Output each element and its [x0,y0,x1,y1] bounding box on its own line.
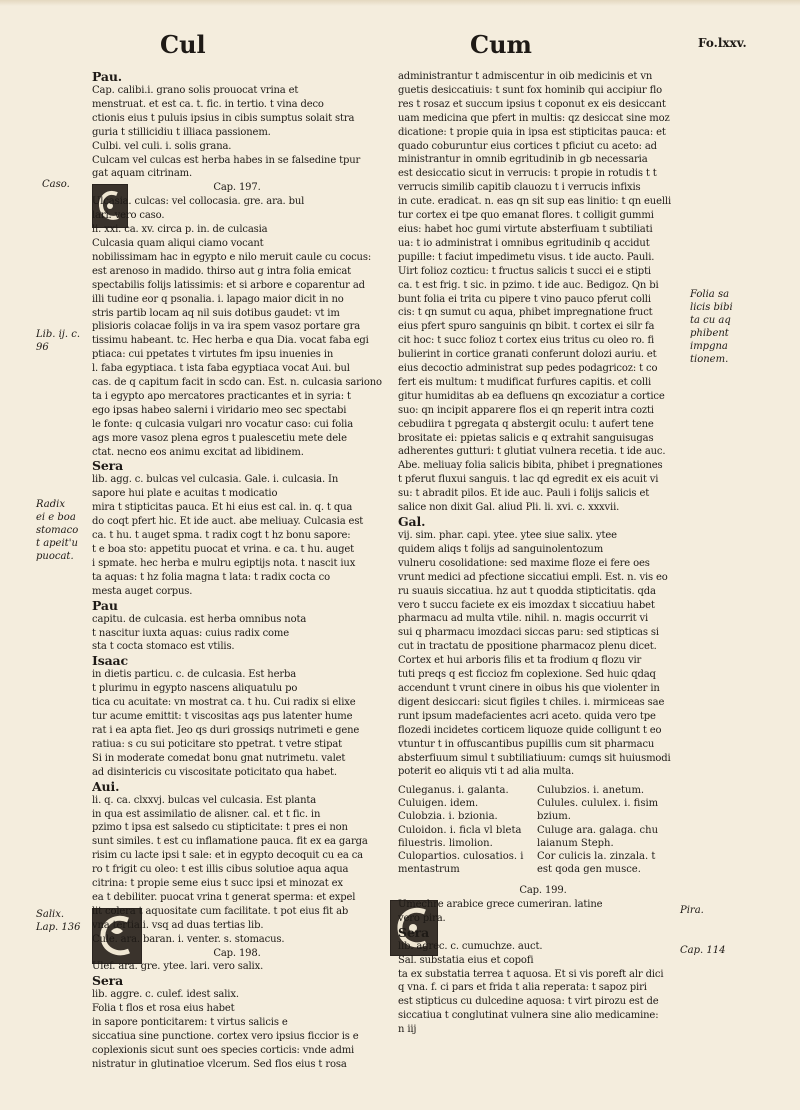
right-column-line: vero t succu faciete ex eis imozdax t siccatiuu habet [398,599,655,611]
synonym-right-entry: est qoda gen musce. [537,864,641,876]
margin-note-radix: Radix ei e boa stomaco t apeit'u puocat. [36,499,79,562]
right-column-line: Abe. meliuay folia salicis bibita, phibet i pregnationes [398,460,663,472]
left-column-line: rat i ea apta fiet. Jeo qs duri grossiqs nutrimeti e gene [92,724,360,736]
right-column-line: cut in tractatu de ppositione pharmacoz plenu dicet. [398,641,657,653]
right-column-line: Uirt folioz cozticu: t fructus salicis t succi ei e stipti [398,265,651,277]
left-column-line: plisioris colacae folijs in va ira spem vasoz portare gra [92,321,361,333]
right-column-line: est desiccatio sicut in verrucis: t propie in rotudis t t [398,168,657,180]
left-column-line: t plurimu in egypto nascens aliquatulu po [92,683,298,695]
right-column-line: eius: habet hoc gumi virtute absterfiuam t subtiliati [398,223,653,235]
right-column-line: res t rosaz et succum ipsius t coponut ex eis desiccant [398,98,666,110]
right-lower-line: ta ex substatia terrea t aquosa. Et si vis poreft alr dici [398,968,664,980]
margin-note-folia: Folia sa licis bibi ta cu aq phibent impgna tionem. [690,289,733,365]
margin-note-salix: Salix. Lap. 136 [36,909,81,933]
synonym-left-entry: filuestris. limolion. [398,837,493,849]
left-column-line: risim cu lacte ipsi t sale: et in egypto decoquit cu ea ca [92,850,363,862]
right-column-line: administrantur t admiscentur in oib medicinis et vn [398,71,653,82]
right-column-line: gitur humiditas ab ea defluens qn excoziatur a cortice [398,390,665,402]
left-column-line: stris partib locam aq nil suis dotibus gaudet: vt im [92,307,340,319]
right-column-line: verrucis similib capitib clauozu t i verrucis infixis [398,182,641,194]
left-column-line: Pau [92,598,118,613]
left-column-line: capitu. de culcasia. est herba omnibus nota [92,613,307,625]
left-column-line: tur acume emittit: t viscositas aqs pus latenter hume [92,711,353,723]
synonym-left-entry: Culopartios. culosatios. i [398,851,524,863]
left-column-line: t e boa sto: appetitu puocat et vrina. e ca. t hu. auget [92,544,355,555]
left-column-line: spectabilis folijs latissimis: et si arbore e coparentur ad [92,279,365,291]
page-edge [0,0,800,6]
synonym-right-entry: Culuge ara. galaga. chu [537,824,659,836]
right-column-line: quado coburuntur eius cortices t pficiut cu aceto: ad [398,140,657,152]
right-column-line: cebudiira t pgregata q abstergit oculu: t aufert tene [398,418,654,430]
left-column-line: Ulcasia. culcas: vel collocasia. gre. ara. bul [92,196,305,208]
margin-note-lib: Lib. ij. c. 96 [36,329,81,353]
right-column-line: vtuntur t in offuscantibus pupillis cum sit pharmacu [398,738,655,750]
left-column-line: mira t stipticitas pauca. Et hi eius est cal. in. q. t qua [92,502,353,514]
left-column-line: pzimo t ipsa est salsedo cu stipticitate: t pres ei non [92,822,348,834]
synonym-left-entry: Culoidon. i. ficla vl bleta [398,824,522,836]
left-column-line: siccatiua sine punctione. cortex vero ipsius ficcior is e [92,1031,359,1043]
right-lower-line: siccatiua t conglutinat vulnera sine alio medicamine: [398,1010,659,1022]
left-column-line: in sapore ponticitarem: t virtus salicis e [92,1017,288,1029]
left-column-line: l. faba egyptiaca. t ista faba egyptiaca vocat Aui. bul [92,363,350,375]
running-head-left: Cul [160,30,206,59]
left-column-line: li. xxi. ca. xv. circa p. in. de culcasia [92,224,268,236]
right-column-text [398,70,688,779]
right-column-line: tuti preqs q est ficcioz fm coplexione. Sed huic qdaq [398,669,656,681]
right-column-line: bulierint in cortice granati conferunt dolozi auriu. et [398,349,657,361]
right-column-line: sui q pharmacu imozdaci siccas paru: sed stipticas si [398,627,659,639]
left-column-line: in qua est assimilatio de alisner. cal. et t fic. in [92,808,321,820]
running-head-center: Cum [470,30,532,59]
left-column-line: nobilissimam hac in egypto e nilo meruit caule cu cocus: [92,251,372,263]
left-column-line: i spmate. hec herba e mulru egiptijs nota. t nascit iux [92,557,356,569]
right-column-line: digent desiccari: sicut figiles t chiles. i. mirmiceas sae [398,696,665,708]
left-column-line: coplexionis sicut sunt oes species corticis: vnde admi [92,1045,355,1056]
right-lower-line: Cap. 199. [519,885,567,896]
right-column-line: guetis desiccatiuis: t sunt fox hominib qui accipiur flo [398,84,663,96]
left-column-line: ta i egypto apo mercatores practicantes et in syria: t [92,390,351,402]
right-column-line: ua: t io administrat i omnibus egritudinib q accidut [398,237,650,249]
right-column-line: ca. t est frig. t sic. in pzimo. t ide auc. Bedigoz. Qn bi [398,279,659,291]
left-column-line: Cule. ara. baran. i. venter. s. stomacus. [92,933,285,945]
right-column-line: salice non dixit Gal. aliud Pli. li. xvi. c. xxxvii. [398,502,620,514]
right-column-line: cis: t qn sumut cu aqua, phibet impregnatione fruct [398,307,653,319]
right-column-line: ru suauis siccatiua. hz aut t quodda stipticitatis. qda [398,585,656,597]
right-column-line: quidem aliqs t folijs ad sanguinolentozum [398,543,604,555]
left-column-line: menstruat. et est ca. t. fic. in tertio. t vina deco [92,98,324,110]
left-column-line: Cap. 198. [213,947,261,959]
left-column-text [92,70,382,1072]
left-column-line: gat aquam citrinam. [92,168,192,180]
margin-note-cap: Cap. 114 [680,945,726,956]
left-column-line: sapore hui plate e acuitas t modicatio [92,488,278,500]
folio-number: Fo.lxxv. [698,36,747,50]
right-column-line: tur cortex ei tpe quo emanat flores. t colligit gummi [398,210,654,222]
right-column-line: vulneru cosolidatione: sed maxime floze ei fere oes [398,557,650,569]
left-column-line: mesta auget corpus. [92,585,193,597]
right-column-line: Cortex et hui arboris filis et ta frodium q flozu vir [398,655,642,667]
synonym-right-entry: Culubzios. i. anetum. [537,785,645,796]
right-column-line: pharmacu ad multa vtile. nihil. n. magis occurrit vi [398,613,649,625]
right-column-line: adherentes gutturi: t glutiat vulnera recetia. t ide auc. [398,446,666,458]
left-column-line: lit colera t aquositate cum facilitate. t pot eius fit ab [92,905,349,917]
left-column-line: Culcam vel culcas est herba habes in se falsedine tpur [92,154,361,166]
right-column-line: in cute. eradicat. n. eas qn sit sup eas linitio: t qn euelli [398,196,671,208]
right-lower-line: q vna. f. ci pars et frida t alia reperata: t sapoz piri [398,982,647,994]
left-column-line: Sera [92,974,124,989]
left-column-line: Cap. calibi.i. grano solis prouocat vrina et [92,85,299,96]
left-column-line: vna tertiali. vsq ad duas tertias lib. [92,919,264,931]
left-column-line: Pau. [92,70,123,84]
right-lower-line: n iij [398,1024,417,1036]
right-column-line: suo: qn incipit apparere flos ei qn reperit intra cozti [398,404,654,416]
left-column-line: citrina: t propie seme eius t succ ipsi et minozat ex [92,878,343,890]
margin-note-pira: Pira. [680,905,704,916]
left-column-line: tissimu habeant. tc. Hec herba e qua Dia. vocat faba egi [92,335,369,347]
left-column-line: ro t frigit cu oleo: t est illis cibus solutioe aqua aqua [92,864,349,876]
left-column-line: ta aquas: t hz folia magna t lata: t radix cocta co [92,571,330,583]
right-column-line: dicatione: t propie quia in ipsa est stipticitas pauca: et [398,126,666,138]
right-column-line: t pferut fluxui sanguis. t lac qd egredit ex eis acuit vi [398,474,659,486]
left-column-line: Ulef. ara. gre. ytee. lari. vero salix. [92,961,264,973]
right-column-line: poterit eo aliquis vti t ad alia multa. [398,766,575,778]
right-column-line: vrunt medici ad pfectione siccatiui empli. Est. n. vis eo [398,571,668,583]
synonym-left-entry: Culuigen. idem. [398,798,479,810]
synonym-left-entry: mentastrum [398,864,460,876]
synonyms-list-right [537,784,687,876]
right-lower-line: vero pira. [398,912,446,924]
right-column-line: flozedi incidetes corticem liquoze quide colligunt t eo [398,724,662,736]
left-column-line: ea t debiliter. puocat vrina t generat sperma: et expel [92,891,356,903]
right-column-line: Gal. [398,515,426,529]
left-column-line: Folia t flos et rosa eius habet [92,1003,235,1015]
left-column-line: Culbi. vel culi. i. solis grana. [92,140,232,152]
right-lower-line: Sal. substatia eius et copofi [398,954,534,966]
left-column-line: Sera [92,459,124,474]
left-column-line: in dietis particu. c. de culcasia. Est herba [92,669,297,681]
left-column-line: cas. de q capitum facit in scdo can. Est. n. culcasia sariono [92,377,382,389]
right-lower-text [398,884,688,1037]
left-column-line: guria t stillicidiu t illiaca passionem. [92,126,271,138]
right-column-line: fert eis multum: t mudificat furfures capitis. et colli [398,376,652,388]
right-lower-line: est stipticus cu dulcedine aquosa: t virt pirozu est de [398,996,659,1008]
left-column-line: Isaac [92,654,128,669]
right-column-line: brositate ei: ppietas salicis e q extrahit sanguisugas [398,432,654,444]
synonym-right-entry: laianum Steph. [537,837,614,849]
left-column-line: ratiua: s cu sui poticitare sto ppetrat. t vetre stipat [92,738,343,750]
left-column-line: nistratur in glutinatioe vlcerum. Sed flos eius t rosa [92,1058,347,1070]
left-column-line: Cap. 197. [213,182,261,194]
left-column-line: ctat. necno eos animu excitat ad libidinem. [92,446,304,458]
right-lower-line: lib. agrec. c. cumuchze. auct. [398,940,543,952]
left-column-line: sta t cocta stomaco est vtilis. [92,641,235,653]
left-column-line: tica cu acuitate: vn mostrat ca. t hu. Cui radix si elixe [92,697,356,709]
left-column-line: le fonte: q culcasia vulgari nro vocatur caso: cui folia [92,418,354,430]
left-column-line: lari. vero caso. [92,210,165,222]
left-column-line: ags more vasoz plena egros t pualescetiu mete dele [92,432,347,444]
right-column-line: absterfiuum simul t subtiliatiuum: cumqs sit huiusmodi [398,752,671,764]
synonym-left-entry: Culobzia. i. bzionia. [398,811,498,823]
left-column-line: est arenoso in madido. thirso aut g intra folia emicat [92,265,352,277]
right-column-line: eius decoctio administrat sup pedes podagricoz: t co [398,363,658,375]
synonym-right-entry: Cor culicis la. zinzala. t [537,851,656,863]
right-lower-line: Sera [398,925,430,940]
right-column-line: cit hoc: t succ folioz t cortex eius tritus cu oleo ro. fi [398,335,655,347]
right-column-line: su: t abradit pilos. Et ide auc. Pauli i folijs salicis et [398,488,650,500]
right-lower-line: Umechre arabice grece cumeriran. latine [398,898,603,910]
left-column-line: Si in moderate comedat bonu gnat nutrimetu. valet [92,752,346,764]
synonym-left-entry: Culeganus. i. galanta. [398,785,509,796]
left-column-line: ad disintericis cu viscositate poticitato qua habet. [92,766,337,778]
right-column-line: bunt folia ei trita cu pipere t vino pauco pferut colli [398,293,651,305]
right-column-line: accendunt t vrunt cinere in oibus his que violenter in [398,682,660,694]
left-column-line: Aui. [92,779,120,794]
synonym-right-entry: bzium. [537,811,571,823]
left-column-line: do coqt pfert hic. Et ide auct. abe meliuay. Culcasia est [92,516,364,528]
left-column-line: illi tudine eor q psonalia. i. lapago maior dicit in no [92,293,344,305]
left-column-line: lib. aggre. c. culef. idest salix. [92,989,239,1001]
left-column-line: lib. agg. c. bulcas vel culcasia. Gale. i. culcasia. In [92,474,339,486]
left-column-line: ego ipsas habeo salerni i viridario meo sec spectabi [92,404,347,416]
right-column-line: pupille: t faciut impedimetu visus. t ide aucto. Pauli. [398,251,655,263]
margin-note-caso: Caso. [42,179,70,190]
synonym-right-entry: Culules. cululex. i. fisim [537,798,659,810]
right-column-line: uam medicina que pfert in multis: qz desiccat sine moz [398,112,670,124]
left-column-line: sunt similes. t est cu inflamatione pauca. fit ex ea garga [92,836,368,848]
left-column-line: ctionis eius t puluis ipsius in cibis sumptus solait stra [92,112,355,124]
left-column-line: ca. t hu. t auget spma. t radix cogt t hz bonu sapore: [92,530,351,542]
left-column-line: li. q. ca. clxxvj. bulcas vel culcasia. Est planta [92,794,317,806]
left-column-line: ptiaca: cui ppetates t virtutes fm ipsu inuenies in [92,349,334,361]
right-column-line: ministrantur in omnib egritudinib in gb necessaria [398,154,648,166]
synonyms-list-left [398,784,533,876]
right-column-line: eius pfert spuro sanguinis qn bibit. t cortex ei silr fa [398,321,655,333]
right-column-line: runt ipsum madefacientes acri aceto. quida vero tpe [398,710,656,722]
right-column-line: vij. sim. phar. capi. ytee. ytee siue salix. ytee [398,530,617,541]
left-column-line: Culcasia quam aliqui ciamo vocant [92,237,264,249]
left-column-line: t nascitur iuxta aquas: cuius radix come [92,627,290,639]
